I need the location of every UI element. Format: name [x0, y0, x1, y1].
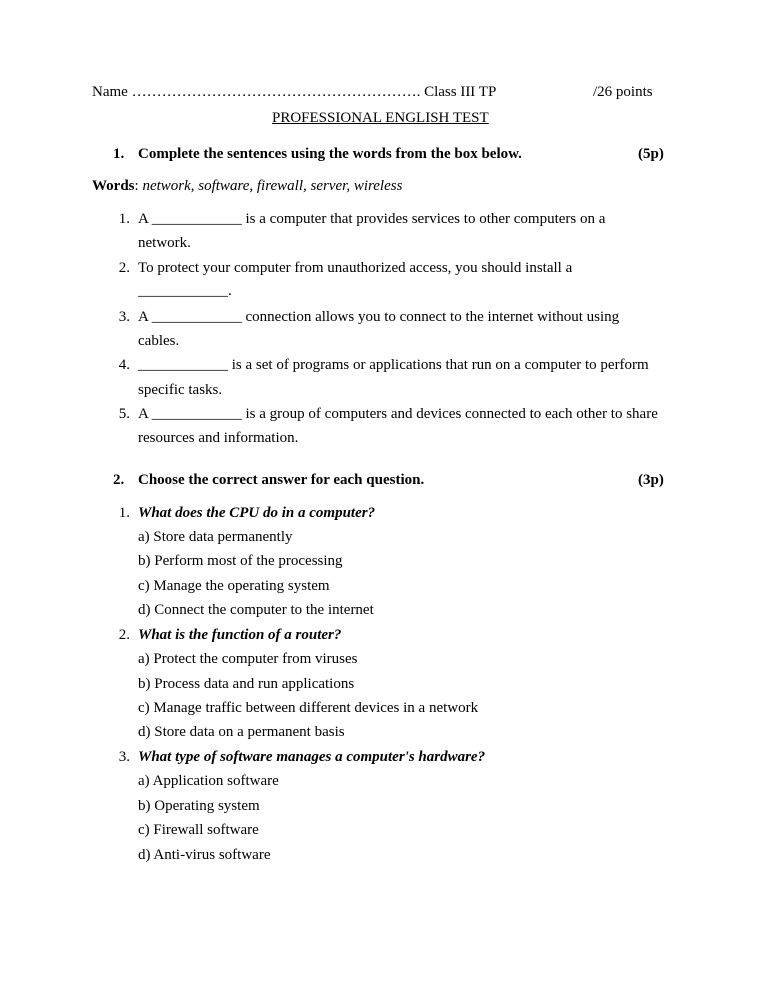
- section2-heading: Choose the correct answer for each question.: [138, 472, 425, 488]
- page-title: PROFESSIONAL ENGLISH TEST: [272, 110, 489, 126]
- words-list: network, software, firewall, server, wireless: [142, 178, 403, 194]
- question-number: 1.: [118, 505, 130, 521]
- item-number: 1.: [118, 211, 130, 227]
- item-text: A ____________ connection allows you to connect to the internet without using: [138, 309, 620, 325]
- answer-option: b) Operating system: [138, 798, 260, 814]
- answer-option: b) Process data and run applications: [138, 676, 355, 692]
- item-text: To protect your computer from unauthorized access, you should install a: [138, 260, 573, 276]
- words-colon: :: [134, 178, 139, 194]
- item-text: A ____________ is a computer that provides services to other computers on a: [138, 211, 606, 227]
- question-text: What is the function of a router?: [138, 627, 342, 643]
- question-text: What does the CPU do in a computer?: [138, 505, 376, 521]
- answer-option: d) Store data on a permanent basis: [138, 724, 345, 740]
- item-text-cont: ____________.: [138, 283, 232, 299]
- answer-option: b) Perform most of the processing: [138, 553, 343, 569]
- answer-option: c) Firewall software: [138, 822, 259, 838]
- item-text: A ____________ is a group of computers and devices connected to each other to share: [138, 406, 658, 422]
- answer-option: c) Manage traffic between different devices in a network: [138, 700, 479, 716]
- section2-points: (3p): [638, 472, 664, 488]
- item-number: 3.: [118, 309, 130, 325]
- item-number: 4.: [118, 357, 130, 373]
- name-class-line: Name …………………………………………………. Class III TP: [92, 84, 497, 100]
- question-text: What type of software manages a computer's hardware?: [138, 749, 486, 765]
- total-points: /26 points: [593, 84, 653, 100]
- answer-option: a) Store data permanently: [138, 529, 293, 545]
- section2-number: 2.: [113, 472, 125, 488]
- answer-option: c) Manage the operating system: [138, 578, 330, 594]
- item-text-cont: network.: [138, 235, 191, 251]
- answer-option: d) Connect the computer to the internet: [138, 602, 374, 618]
- item-number: 5.: [118, 406, 130, 422]
- item-text: ____________ is a set of programs or applications that run on a computer to perform: [138, 357, 649, 373]
- answer-option: a) Application software: [138, 773, 279, 789]
- question-number: 2.: [118, 627, 130, 643]
- item-text-cont: cables.: [138, 333, 180, 349]
- section1-heading: Complete the sentences using the words from the box below.: [138, 146, 522, 162]
- words-line: [92, 178, 402, 195]
- item-number: 2.: [118, 260, 130, 276]
- section1-points: (5p): [638, 146, 664, 162]
- section1-number: 1.: [113, 146, 125, 162]
- question-number: 3.: [118, 749, 130, 765]
- words-label: Words: [92, 178, 135, 194]
- answer-option: d) Anti-virus software: [138, 847, 271, 863]
- item-text-cont: specific tasks.: [138, 382, 223, 398]
- item-text-cont: resources and information.: [138, 430, 299, 446]
- answer-option: a) Protect the computer from viruses: [138, 651, 358, 667]
